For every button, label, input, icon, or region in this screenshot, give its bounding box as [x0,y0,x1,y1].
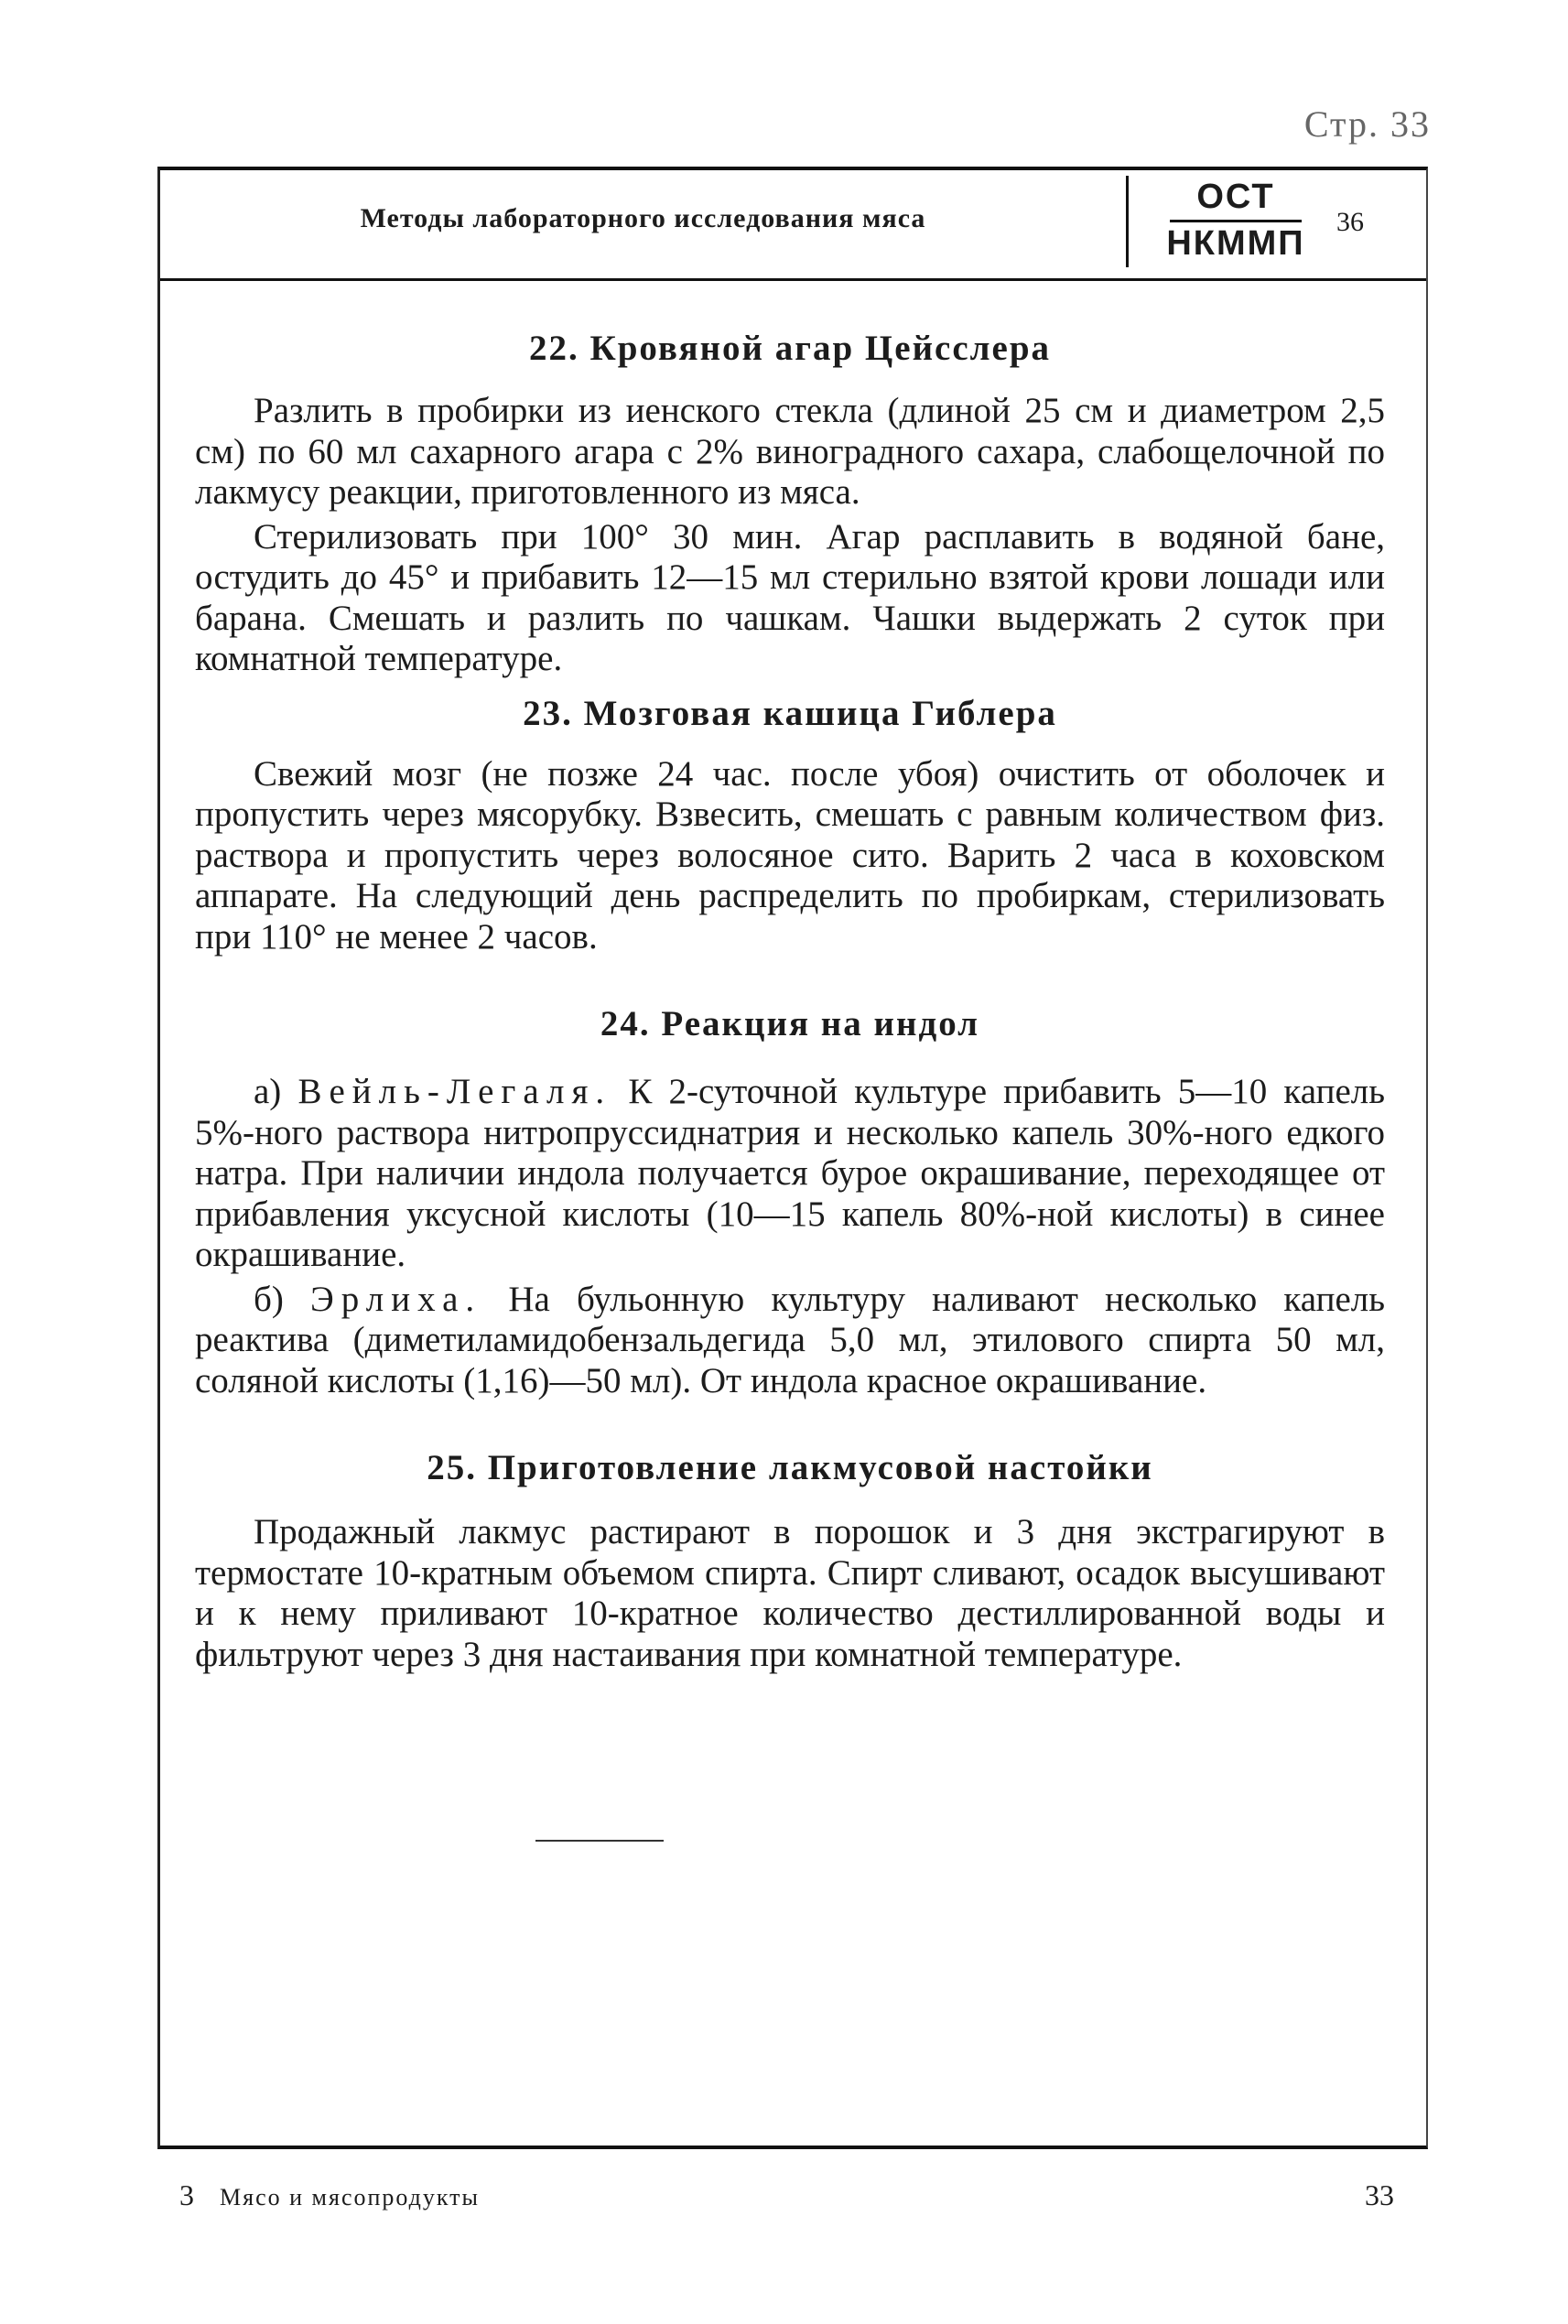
header-title: Методы лабораторного исследования мяса [360,203,926,233]
signature-text: Мясо и мясопродукты [220,2184,480,2211]
end-separator [535,1840,664,1842]
document-header [160,170,1426,281]
ost-top: ОСТ [1196,178,1275,216]
footer-left [179,2178,480,2212]
page-label: Стр. 33 [1303,103,1431,145]
header-divider [1126,176,1129,267]
method-name: Эрлиха. [310,1279,482,1319]
item-lead: а) [254,1072,282,1111]
paragraph: Свежий мозг (не позже 24 час. после убоя) очистить от оболочек и пропустить через мясорубку. Взвесить, смешать с равным количеством физ. раствора и пропустить через волосяное сито. Варить 2 часа в коховском аппарате. На следующий день распределить по пробиркам, стерилизовать при 110° не менее 2 часов. [195,753,1385,957]
page-frame [157,167,1428,2149]
footer-page-number: 33 [1365,2178,1394,2211]
item-text: На бульонную культуру наливают несколько капель реактива (диметиламидобензальдегида 5,0 мл, этилового спирта 50 мл, соляной кислоты (1,16)—50 мл). От индола красное окрашивание. [195,1279,1386,1400]
section-title: 23. Мозговая кашица Гиблера [523,693,1057,733]
section-title: 22. Кровяной агар Цейсслера [528,329,1052,368]
section-title: 24. Реакция на индол [600,1004,980,1043]
method-name: Вейль-Легаля. [297,1072,612,1111]
ost-number: 36 [1336,207,1364,237]
item-text: К 2-суточной культуре прибавить 5—10 капель 5%-ного раствора нитропруссиднатрия и несколько капель 30%-ного едкого натра. При наличии индола получается бурое окрашивание, переходящее от прибавления уксусной кислоты (10—15 капель 80%-ной кислоты) в синее окрашивание. [195,1072,1386,1274]
page-content [195,308,1385,1675]
paragraph: Продажный лакмус растирают в порошок и 3 дня экстрагируют в термостате 10-кратным объемом спирта. Спирт сливают, осадок высушивают и к нему приливают 10-кратное количество дестиллированной воды и фильтруют через 3 дня настаивания при комнатной температуре. [195,1512,1385,1674]
section-title: 25. Приготовление лакмусовой настойки [427,1448,1153,1487]
paragraph: Разлить в пробирки из иенского стекла (длиной 25 см и диаметром 2,5 см) по 60 мл сахарного агара с 2% виноградного сахара, слабощелочной по лакмусу реакции, приготовленного из мяса. [195,391,1385,512]
paragraph: Стерилизовать при 100° 30 мин. Агар расплавить в водяной бане, остудить до 45° и прибавить 12—15 мл стерильно взятой крови лошади или барана. Смешать и разлить по чашкам. Чашки выдержать 2 суток при комнатной температуре. [195,516,1385,678]
paragraph [195,1072,1385,1276]
ost-bottom: НКММП [1166,224,1305,263]
paragraph [195,1280,1385,1402]
ost-block [1153,176,1318,265]
signature-number: 3 [179,2178,194,2211]
item-lead: б) [254,1279,284,1319]
